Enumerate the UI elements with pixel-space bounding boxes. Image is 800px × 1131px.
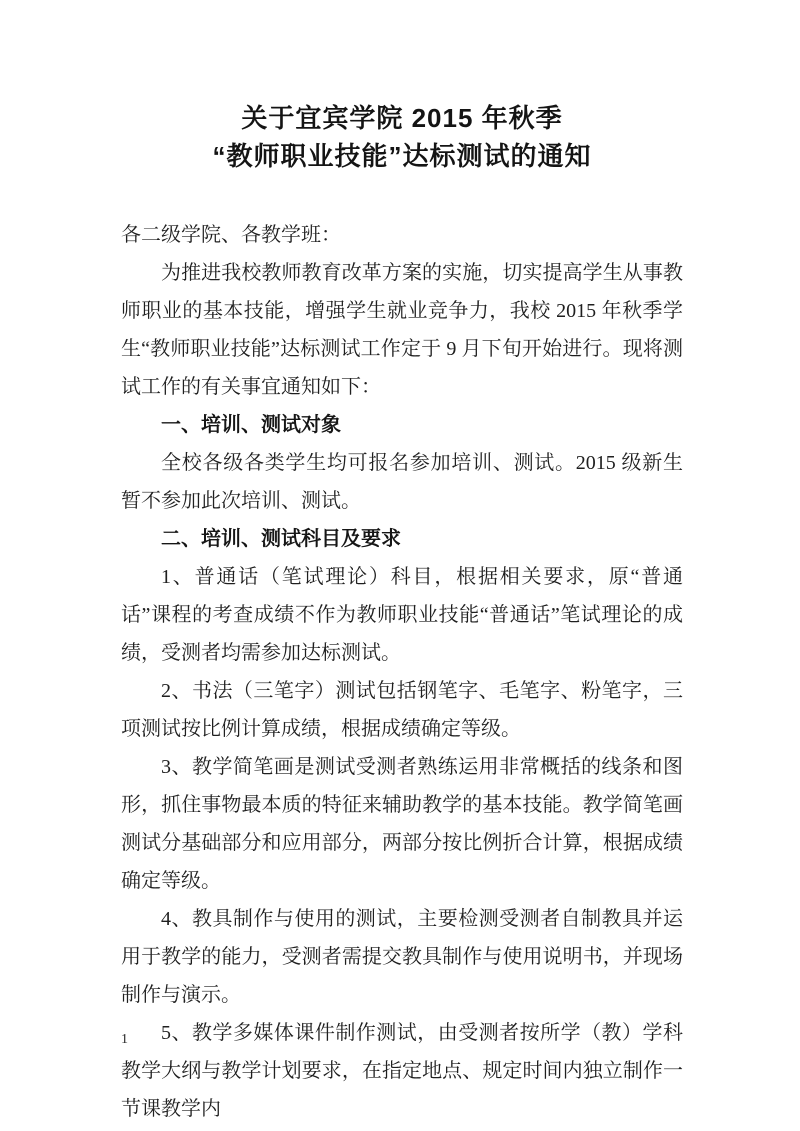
section-heading: 一、培训、测试对象: [161, 414, 341, 436]
document-paragraph: 1、普通话（笔试理论）科目，根据相关要求，原“普通话”课程的考查成绩不作为教师职业技能“普通话”笔试理论的成绩，受测者均需参加达标测试。: [121, 566, 683, 664]
document-title-line-2: “教师职业技能”达标测试的通知: [212, 141, 592, 171]
document-body: [121, 216, 683, 1128]
document-paragraph: 5、教学多媒体课件制作测试，由受测者按所学（教）学科教学大纲与教学计划要求，在指定地点、规定时间内独立制作一节课教学内: [121, 1022, 683, 1120]
document-paragraph: 为推进我校教师教育改革方案的实施，切实提高学生从事教师职业的基本技能，增强学生就业竞争力，我校 2015 年秋季学生“教师职业技能”达标测试工作定于 9 月下旬开始进行。现将测试工作的有关事宜通知如下：: [121, 262, 683, 398]
document-content: [121, 0, 683, 1128]
document-title: [121, 0, 683, 175]
document-paragraph: 4、教具制作与使用的测试，主要检测受测者自制教具并运用于教学的能力，受测者需提交教具制作与使用说明书，并现场制作与演示。: [121, 908, 683, 1006]
document-paragraph: 3、教学简笔画是测试受测者熟练运用非常概括的线条和图形，抓住事物最本质的特征来辅助教学的基本技能。教学简笔画测试分基础部分和应用部分，两部分按比例折合计算，根据成绩确定等级。: [121, 756, 683, 892]
document-paragraph: 2、书法（三笔字）测试包括钢笔字、毛笔字、粉笔字，三项测试按比例计算成绩，根据成绩确定等级。: [121, 680, 683, 740]
section-heading: 二、培训、测试科目及要求: [161, 528, 401, 550]
document-paragraph: 全校各级各类学生均可报名参加培训、测试。2015 级新生暂不参加此次培训、测试。: [121, 452, 683, 512]
salutation-line: 各二级学院、各教学班：: [121, 224, 341, 246]
document-title-line-1: 关于宜宾学院 2015 年秋季: [241, 103, 563, 133]
page-number: 1: [121, 1032, 128, 1047]
